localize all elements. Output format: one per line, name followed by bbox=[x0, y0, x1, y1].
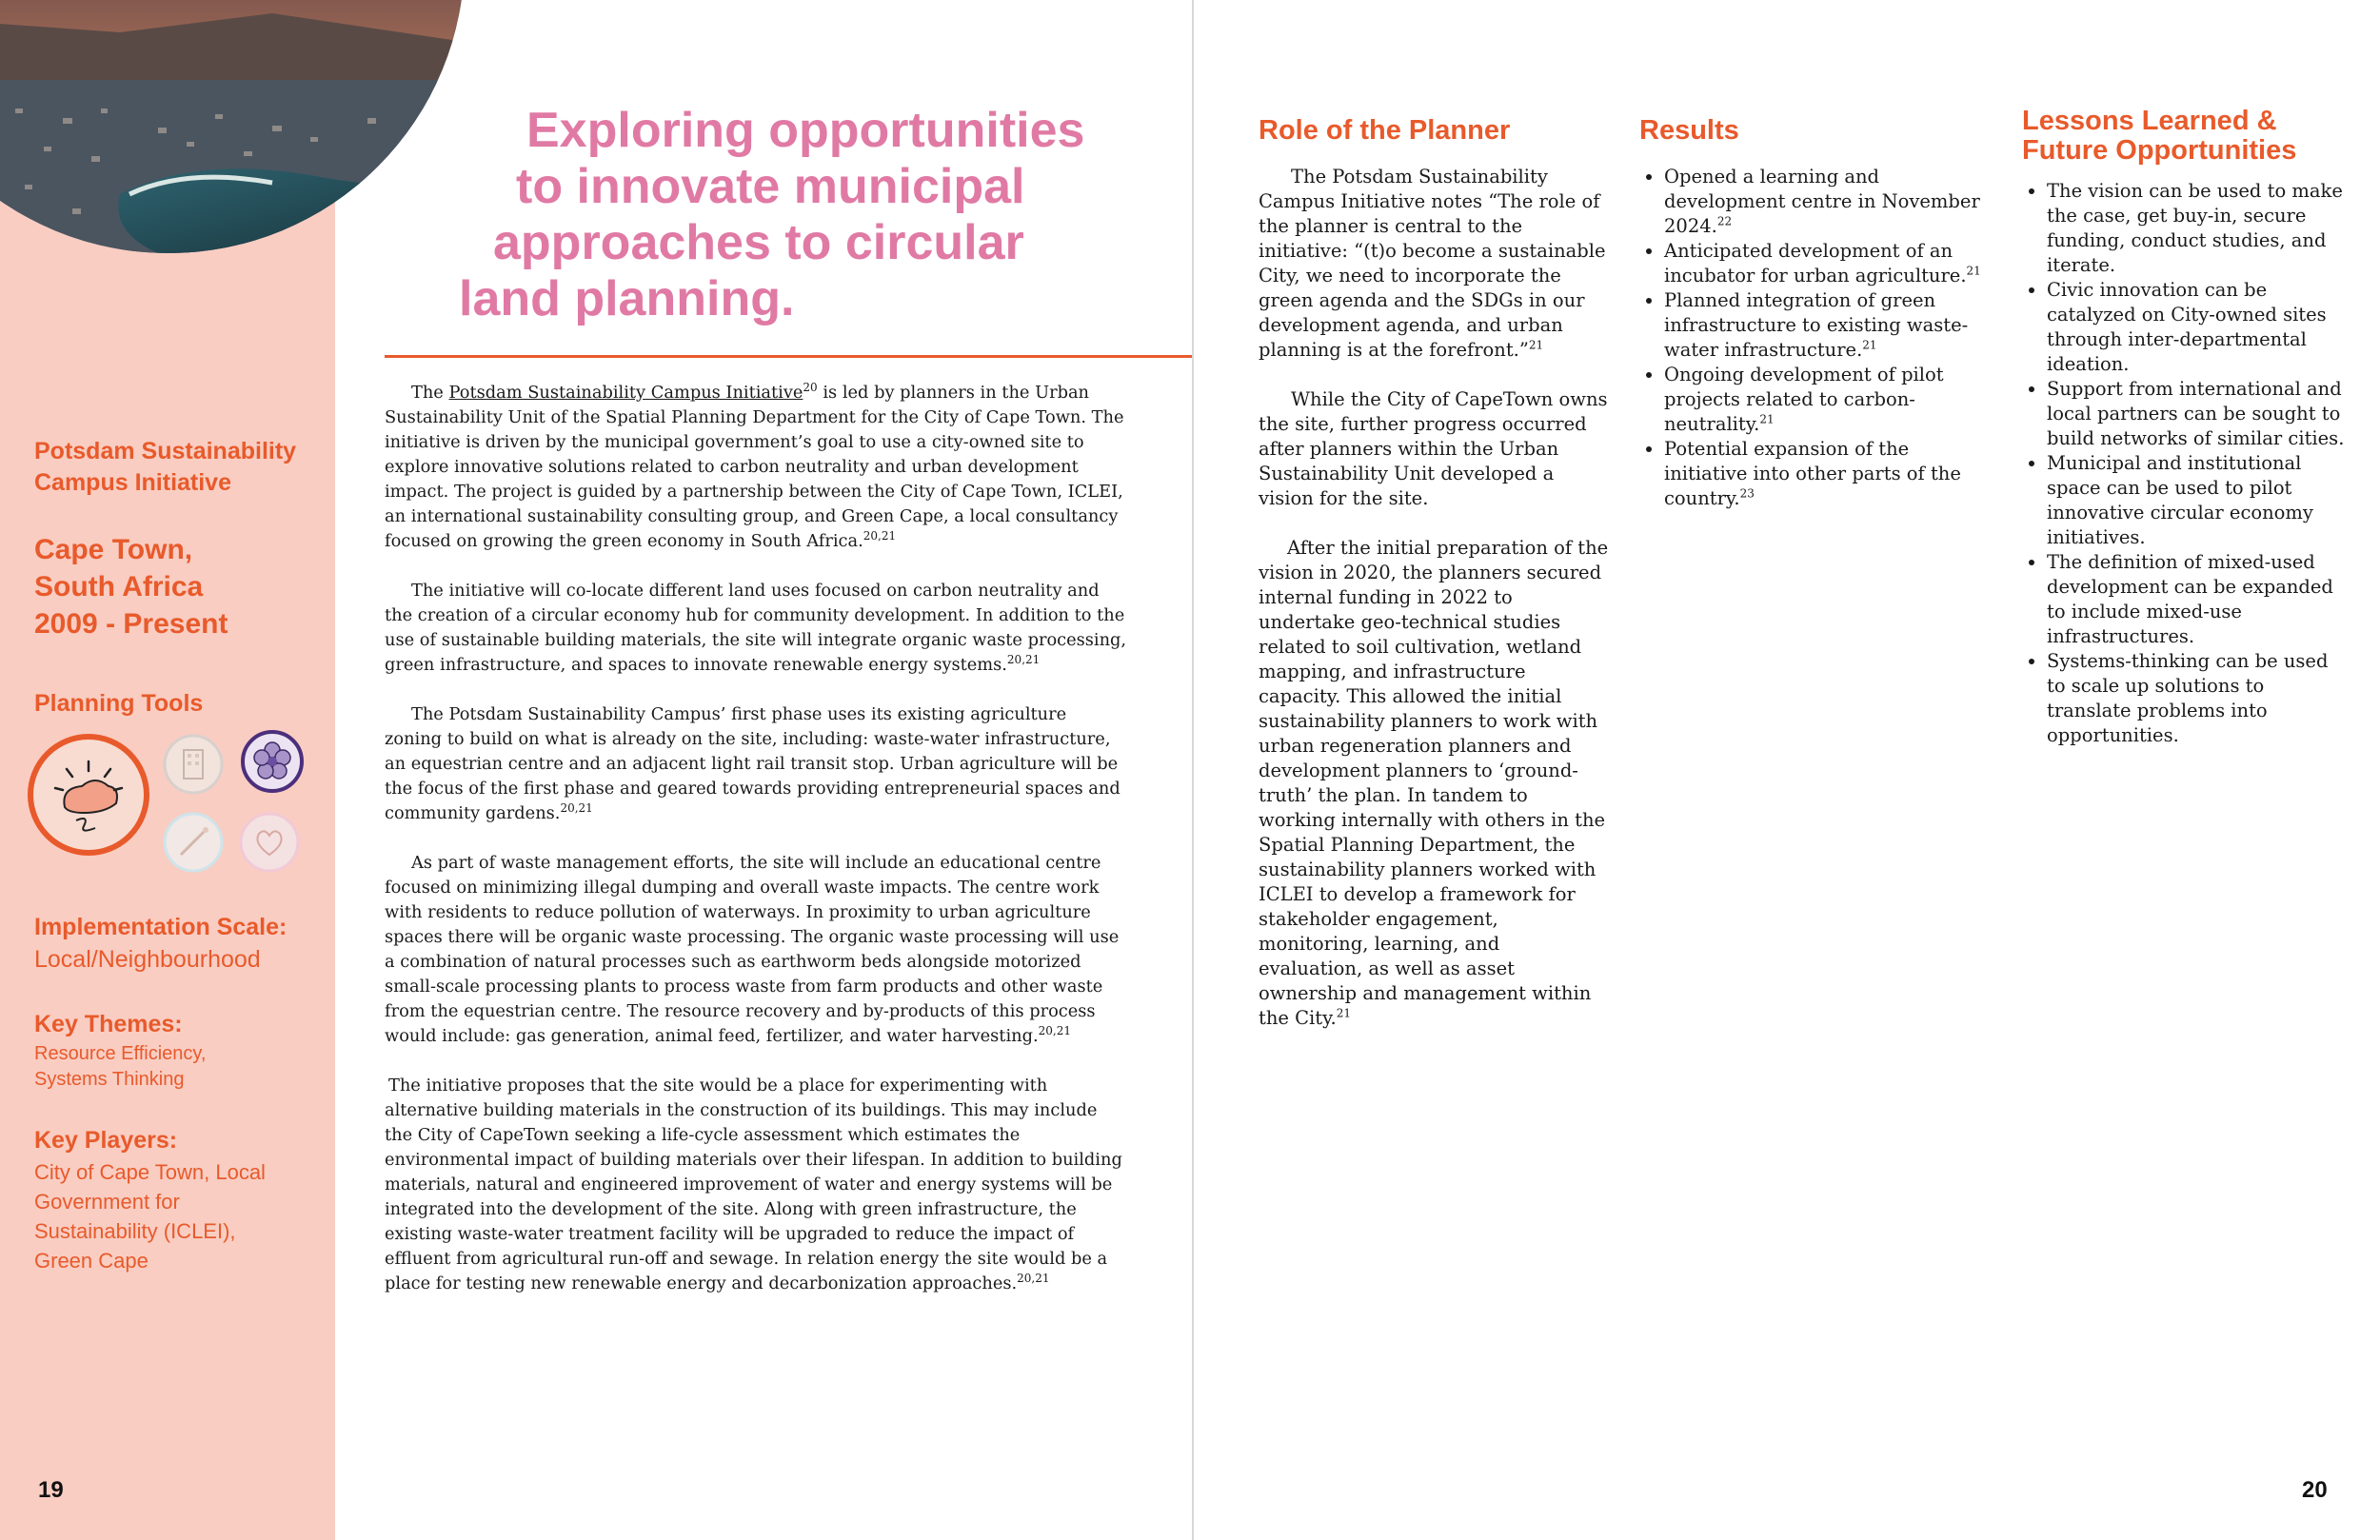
results-item bbox=[1664, 165, 1982, 239]
key-players-list bbox=[34, 1157, 266, 1275]
project-name-line: Campus Initiative bbox=[34, 469, 231, 496]
planner-text: While the City of CapeTown owns the site, further progress occurred after planners within the Urban Sustainability Unit developed a vision for the site. bbox=[1259, 388, 1608, 509]
planner-paragraph bbox=[1259, 387, 1609, 511]
citation: 21 bbox=[1966, 264, 1981, 278]
campus-initiative-link[interactable]: Potsdam Sustainability Campus Initiative bbox=[448, 383, 803, 403]
result-text: Planned integration of green infrastructure to existing waste-water infrastructure. bbox=[1664, 289, 1969, 361]
body-paragraph bbox=[385, 702, 1127, 826]
planner-text: After the initial preparation of the vision in 2020, the planners secured internal funding in 2022 to undertake geo-technical studies related to soil cultivation, wetland mapping, and infrastructure capacity. This allowed the initial sustainability planners to work with urban regeneration planners and development planners to ‘ground-truth’ the plan. In tandem to working internally with others in the Spatial Planning Department, the sustainability planners worked with ICLEI to develop a framework for stakeholder engagement, monitoring, learning, and evaluation, as well as asset ownership and management within the City. bbox=[1259, 537, 1609, 1029]
title-line: to innovate municipal bbox=[516, 159, 1025, 214]
lessons-item: • Municipal and institutional space can be used to pilot innovative circular economy initiatives. bbox=[2047, 451, 2351, 550]
key-theme: Resource Efficiency, bbox=[34, 1043, 207, 1064]
key-player-line: Government for bbox=[34, 1190, 180, 1214]
lessons-column bbox=[2022, 107, 2351, 748]
key-player-line: City of Cape Town, Local bbox=[34, 1160, 266, 1184]
result-text: Opened a learning and development centre in November 2024. bbox=[1664, 166, 1980, 237]
body-text-span: The initiative will co-locate different land uses focused on carbon neutrality and the creation of a circular economy hub for community development. In addition to the use of sustainable building materials, the site will integrate organic waste processing, green infrastructure, and spaces to innovate renewable energy systems. bbox=[385, 581, 1127, 675]
title-line: Exploring opportunities bbox=[526, 103, 1085, 158]
lessons-item: • The definition of mixed-used development can be expanded to include mixed-use infrastructures. bbox=[2047, 550, 2351, 649]
location-dates bbox=[34, 531, 228, 642]
body-text-span: The bbox=[411, 383, 449, 403]
page-number-left: 19 bbox=[38, 1477, 64, 1503]
citation: 20,21 bbox=[1017, 1272, 1050, 1286]
body-text-span: The initiative proposes that the site would be a place for experimenting with alternative building materials in the construction of its buildings. This may include the City of CapeTown seeking a life-cycle assessment which estimates the environmental impact of building materials over their lifespan. In addition to building materials, natural and engineered improvement of water and energy systems will be integrated into the development of the site. Along with green infrastructure, the existing waste-water treatment facility will be upgraded to reduce the impact of effluent from agricultural run-off and sewage. In relation energy the site would be a place for testing new renewable energy and decarbonization approaches. bbox=[385, 1076, 1122, 1293]
citation: 22 bbox=[1716, 214, 1733, 228]
results-list bbox=[1639, 165, 1982, 511]
page-title bbox=[447, 103, 1133, 327]
heart-icon bbox=[238, 811, 301, 874]
results-item bbox=[1664, 288, 1982, 363]
result-text: Ongoing development of pilot projects related to carbon-neutrality. bbox=[1664, 364, 1944, 435]
building-icon bbox=[162, 733, 225, 796]
lessons-list bbox=[2022, 179, 2351, 748]
implementation-scale-heading: Implementation Scale: bbox=[34, 914, 288, 940]
result-text: Potential expansion of the initiative into other parts of the country. bbox=[1664, 438, 1961, 509]
body-paragraph bbox=[385, 851, 1127, 1049]
planning-tools-heading: Planning Tools bbox=[34, 690, 204, 717]
implementation-scale-value: Local/Neighbourhood bbox=[34, 946, 261, 973]
citation: 20,21 bbox=[560, 801, 593, 816]
body-text bbox=[385, 381, 1127, 1321]
lessons-item: • The vision can be used to make the case, get buy-in, secure funding, conduct studies, and iterate. bbox=[2047, 179, 2351, 278]
sidebar bbox=[0, 0, 335, 1540]
citation: 20,21 bbox=[1006, 653, 1041, 667]
page-number-right: 20 bbox=[2302, 1477, 2328, 1503]
citation: 21 bbox=[1862, 338, 1877, 352]
citation: 21 bbox=[1528, 338, 1544, 352]
lessons-item: • Systems-thinking can be used to scale up solutions to translate problems into opportunities. bbox=[2047, 649, 2351, 748]
body-text-span: The Potsdam Sustainability Campus’ first phase uses its existing agriculture zoning to build on what is already on the site, including: waste-water infrastructure, an equestrian centre and an adjacent light rail transit stop. Urban agriculture will be the focus of the first phase and geared towards providing entrepreneurial spaces and community gardens. bbox=[385, 704, 1121, 823]
results-column bbox=[1639, 116, 1982, 511]
coastal-city-photo bbox=[0, 0, 465, 253]
body-paragraph bbox=[385, 381, 1127, 554]
lessons-heading-line: Future Opportunities bbox=[2022, 135, 2297, 166]
results-heading: Results bbox=[1639, 115, 1739, 146]
key-themes-list bbox=[34, 1041, 206, 1093]
body-text-span: is led by planners in the Urban Sustainability Unit of the Spatial Planning Department for the City of Cape Town. The initiative is driven by the municipal government’s goal to use a city-owned site to explore innovative solutions related to carbon neutrality and urban development impact. The project is guided by a partnership between the City of Cape Town, ICLEI, an international sustainability consulting group, and Green Cape, a local consultancy focused on growing the green economy in South Africa. bbox=[385, 383, 1124, 551]
results-item bbox=[1664, 363, 1982, 437]
sun-cloud-icon bbox=[27, 733, 150, 857]
planner-paragraph bbox=[1259, 536, 1609, 1031]
citation: 20,21 bbox=[863, 529, 897, 543]
body-text-span: As part of waste management efforts, the site will include an educational centre focused on minimizing illegal dumping and overall waste impacts. The centre work with residents to reduce pollution of waterways. In proximity to urban agriculture spaces there will be organic waste processing. The organic waste processing will use a combination of natural processes such as earthworm beds alongside motorized small-scale processing plants to process waste from farm products and other waste from the equestrian centre. The resource recovery and by-products of this process would include: gas generation, animal feed, fertilizer, and water harvesting. bbox=[385, 853, 1120, 1046]
citation: 20,21 bbox=[1038, 1024, 1071, 1038]
lessons-heading-line: Lessons Learned & bbox=[2022, 106, 2277, 136]
title-rule bbox=[385, 355, 1192, 358]
lessons-heading bbox=[2022, 107, 2351, 166]
citation: 21 bbox=[1336, 1006, 1352, 1020]
planner-text: The Potsdam Sustainability Campus Initiative notes “The role of the planner is central to the initiative: “(t)o become a sustainable City, we need to incorporate the green agenda and the SDGs in our development agenda, and urban planning is at the forefront.” bbox=[1259, 166, 1606, 361]
results-item bbox=[1664, 239, 1982, 288]
flower-icon bbox=[240, 729, 305, 794]
body-paragraph bbox=[385, 1074, 1127, 1296]
key-player-line: Green Cape bbox=[34, 1249, 149, 1273]
key-players-heading: Key Players: bbox=[34, 1127, 178, 1154]
planner-paragraph bbox=[1259, 165, 1609, 363]
key-player-line: Sustainability (ICLEI), bbox=[34, 1219, 236, 1243]
location-line: South Africa bbox=[34, 571, 204, 602]
title-line: approaches to circular bbox=[493, 215, 1024, 270]
date-range: 2009 - Present bbox=[34, 608, 228, 640]
citation: 23 bbox=[1739, 486, 1755, 501]
wand-icon bbox=[162, 811, 225, 874]
citation: 21 bbox=[1759, 412, 1775, 426]
planner-column bbox=[1259, 116, 1609, 1056]
page-divider bbox=[1192, 0, 1194, 1540]
results-item bbox=[1664, 437, 1982, 511]
key-themes-heading: Key Themes: bbox=[34, 1011, 183, 1037]
lessons-item: • Civic innovation can be catalyzed on City-owned sites through inter-departmental ideation. bbox=[2047, 278, 2351, 377]
planner-heading: Role of the Planner bbox=[1259, 115, 1511, 146]
location-line: Cape Town, bbox=[34, 534, 193, 565]
title-line: land planning. bbox=[459, 271, 795, 326]
citation: 20 bbox=[803, 381, 818, 395]
body-paragraph bbox=[385, 579, 1127, 678]
lessons-item: • Support from international and local partners can be sought to build networks of similar cities. bbox=[2047, 377, 2351, 451]
project-name-line: Potsdam Sustainability bbox=[34, 438, 297, 464]
key-theme: Systems Thinking bbox=[34, 1069, 185, 1090]
result-text: Anticipated development of an incubator for urban agriculture. bbox=[1664, 240, 1967, 286]
project-name bbox=[34, 436, 296, 499]
